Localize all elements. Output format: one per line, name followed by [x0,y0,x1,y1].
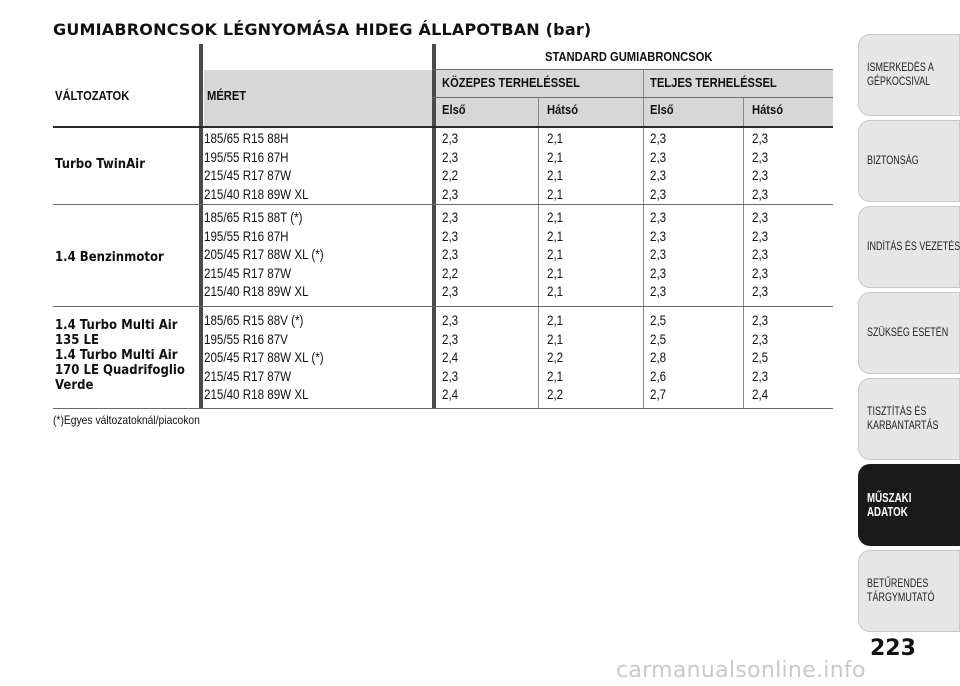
tab-label: TISZTÍTÁS ÉS KARBANTARTÁS [867,406,939,432]
tab-label: SZÜKSÉG ESETÉN [867,327,949,339]
medium-load-header: KÖZEPES TERHELÉSSEL [442,75,580,90]
footnote: (*)Egyes változatoknál/piacokon [53,413,200,427]
column-divider-2 [432,44,436,409]
tire-sizes: 185/65 R15 88T (*) 195/55 R16 87H 205/45 R17 88W XL (*) 215/45 R17 87W 215/40 R18 89W XL [204,210,324,299]
tab-technical-data[interactable] [858,464,960,546]
variant-column-header: VÁLTOZATOK [55,88,130,103]
variant-label: 1.4 Benzinmotor [55,250,164,265]
tab-index[interactable] [858,550,960,632]
page-number: 223 [870,636,916,661]
full-rear-values: 2,3 2,3 2,3 2,3 [752,131,769,202]
header-bottom-rule [53,126,833,128]
full-front-values: 2,5 2,5 2,8 2,6 2,7 [650,313,667,402]
header-rule-1 [432,69,833,70]
full-front-values: 2,3 2,3 2,3 2,3 [650,131,667,202]
tab-getting-to-know[interactable] [858,34,960,116]
tab-maintenance[interactable] [858,378,960,460]
tab-label: INDÍTÁS ÉS VEZETÉS [867,241,960,253]
full-load-header: TELJES TERHELÉSSEL [650,75,777,90]
tire-sizes: 185/65 R15 88H 195/55 R16 87H 215/45 R17 87W 215/40 R18 89W XL [204,131,309,202]
tab-label: BIZTONSÁG [867,155,919,167]
full-rear-header: Hátsó [752,102,784,117]
watermark: carmanualsonline.info [616,658,866,683]
table-bottom-rule [53,408,833,409]
medium-front-values: 2,3 2,3 2,3 2,2 2,3 [442,210,459,299]
tab-label: ISMERKEDÉS A GÉPKOCSIVAL [867,62,934,88]
column-divider-5 [743,98,744,409]
tire-pressure-table [53,44,833,409]
medium-rear-header: Hátsó [547,102,579,117]
medium-front-values: 2,3 2,3 2,4 2,3 2,4 [442,313,459,402]
column-divider-1 [199,44,203,409]
column-divider-3 [538,98,539,409]
size-column-header: MÉRET [207,88,247,103]
tab-label: BETŰRENDES TÁRGYMUTATÓ [867,578,935,604]
column-divider-4 [643,70,644,409]
medium-rear-values: 2,1 2,1 2,1 2,1 [547,131,564,202]
tab-starting-driving[interactable] [858,206,960,288]
full-rear-values: 2,3 2,3 2,5 2,3 2,4 [752,313,769,402]
tab-emergency[interactable] [858,292,960,374]
page-title: GUMIABRONCSOK LÉGNYOMÁSA HIDEG ÁLLAPOTBAN (bar) [53,20,592,39]
medium-rear-values: 2,1 2,1 2,2 2,1 2,2 [547,313,564,402]
row-rule-1 [53,204,833,205]
full-rear-values: 2,3 2,3 2,3 2,3 2,3 [752,210,769,299]
full-front-values: 2,3 2,3 2,3 2,3 2,3 [650,210,667,299]
variant-label: Turbo TwinAir [55,157,145,172]
variant-label: 1.4 Turbo Multi Air 135 LE 1.4 Turbo Multi Air 170 LE Quadrifoglio Verde [55,318,185,393]
full-front-header: Első [650,102,674,117]
tab-label: MŰSZAKI ADATOK [867,491,912,519]
tire-sizes: 185/65 R15 88V (*) 195/55 R16 87V 205/45 R17 88W XL (*) 215/45 R17 87W 215/40 R18 89W XL [204,313,324,402]
header-rule-2 [432,97,833,98]
medium-front-header: Első [442,102,466,117]
group-header: STANDARD GUMIABRONCSOK [545,49,713,64]
medium-rear-values: 2,1 2,1 2,1 2,1 2,1 [547,210,564,299]
medium-front-values: 2,3 2,3 2,2 2,3 [442,131,459,202]
tab-safety[interactable] [858,120,960,202]
row-rule-2 [53,306,833,307]
